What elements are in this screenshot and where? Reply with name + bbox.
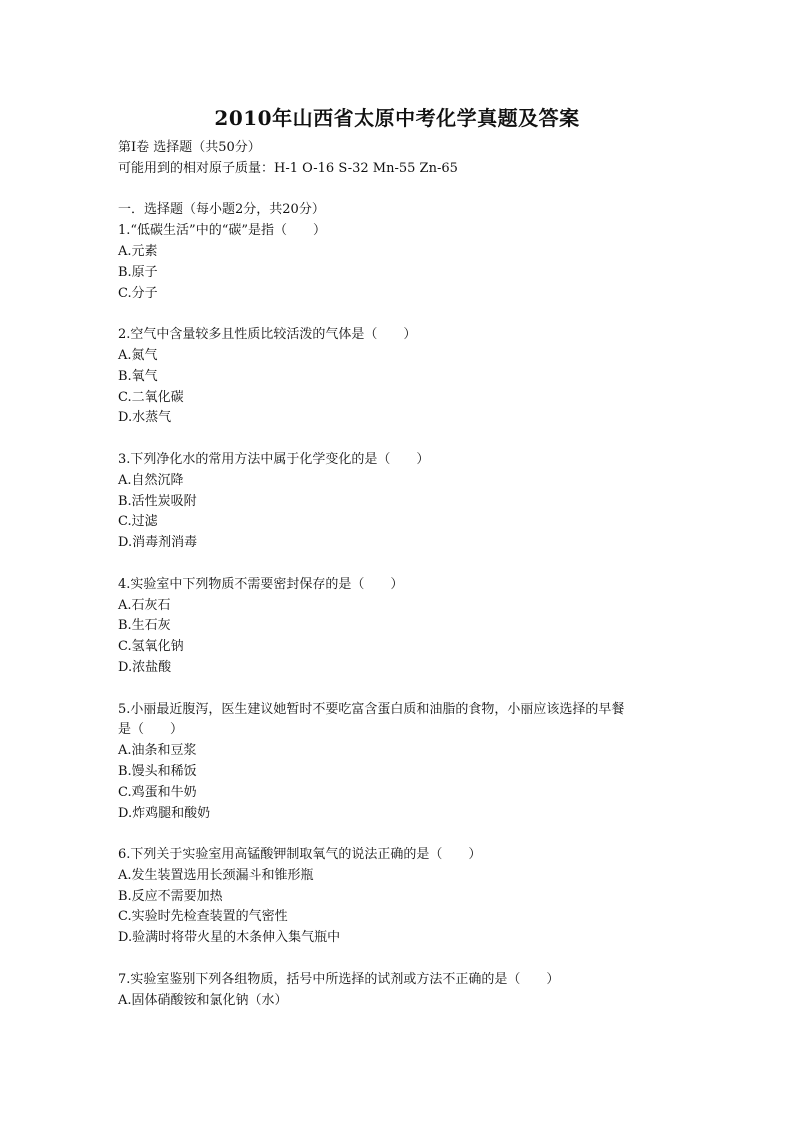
- option-c: C.鸡蛋和牛奶: [118, 784, 197, 800]
- page-title: 2010年山西省太原中考化学真题及答案: [214, 106, 580, 130]
- option-b: B.原子: [118, 264, 158, 280]
- option-a: A.石灰石: [118, 597, 171, 613]
- option-c: C.氢氧化钠: [118, 639, 184, 655]
- option-a: A.发生装置选用长颈漏斗和锥形瓶: [118, 867, 314, 883]
- question-2: [118, 325, 698, 429]
- question-7: [118, 970, 698, 1012]
- option-d: D.消毒剂消毒: [118, 535, 198, 551]
- spacer: [118, 180, 698, 201]
- question-text: 4.实验室中下列物质不需要密封保存的是（ ）: [118, 576, 404, 592]
- option-b: B.反应不需要加热: [118, 888, 223, 904]
- option-a: A.固体硝酸铵和氯化钠（水）: [118, 992, 288, 1008]
- option-d: D.炸鸡腿和酸奶: [118, 805, 211, 821]
- question-1: [118, 221, 698, 304]
- question-text: 6.下列关于实验室用高锰酸钾制取氧气的说法正确的是（ ）: [118, 847, 482, 863]
- option-c: C.实验时先检查装置的气密性: [118, 909, 288, 925]
- spacer: [118, 824, 698, 845]
- option-d: D.验满时将带火星的木条伸入集气瓶中: [118, 930, 341, 946]
- option-d: D.浓盐酸: [118, 659, 172, 675]
- option-d: D.水蒸气: [118, 410, 172, 426]
- question-text: 3.下列净化水的常用方法中属于化学变化的是（ ）: [118, 451, 430, 467]
- spacer: [118, 679, 698, 700]
- option-a: A.自然沉降: [118, 472, 184, 488]
- question-4: [118, 575, 698, 679]
- option-c: C.过滤: [118, 514, 158, 530]
- option-a: A.氮气: [118, 347, 158, 363]
- question-text-line-2: 是（ ）: [118, 722, 184, 738]
- spacer: [118, 949, 698, 970]
- option-b: B.活性炭吸附: [118, 493, 197, 509]
- spacer: [118, 554, 698, 575]
- spacer: [118, 304, 698, 325]
- question-text: 2.空气中含量较多且性质比较活泼的气体是（ ）: [118, 327, 417, 343]
- option-a: A.元素: [118, 243, 158, 259]
- question-5: [118, 700, 698, 825]
- atomic-masses-note: 可能用到的相对原子质量：H-1 O-16 S-32 Mn-55 Zn-65: [118, 160, 458, 176]
- option-b: B.馒头和稀饭: [118, 763, 197, 779]
- question-6: [118, 845, 698, 949]
- option-a: A.油条和豆浆: [118, 743, 197, 759]
- part-heading: 第Ⅰ卷 选择题（共50分）: [118, 140, 261, 155]
- exam-body: [118, 138, 698, 1011]
- option-b: B.氧气: [118, 368, 158, 384]
- question-text: 7.实验室鉴别下列各组物质，括号中所选择的试剂或方法不正确的是（ ）: [118, 971, 560, 987]
- question-3: [118, 450, 698, 554]
- question-text: 1.“低碳生活”中的“碳”是指（ ）: [118, 223, 326, 239]
- section-heading: 一．选择题（每小题2分，共20分）: [118, 202, 325, 218]
- option-c: C.分子: [118, 285, 158, 301]
- spacer: [118, 429, 698, 450]
- option-c: C.二氧化碳: [118, 389, 184, 405]
- option-b: B.生石灰: [118, 618, 171, 634]
- question-text-line-1: 5.小丽最近腹泻，医生建议她暂时不要吃富含蛋白质和油脂的食物，小丽应该选择的早餐: [118, 701, 625, 717]
